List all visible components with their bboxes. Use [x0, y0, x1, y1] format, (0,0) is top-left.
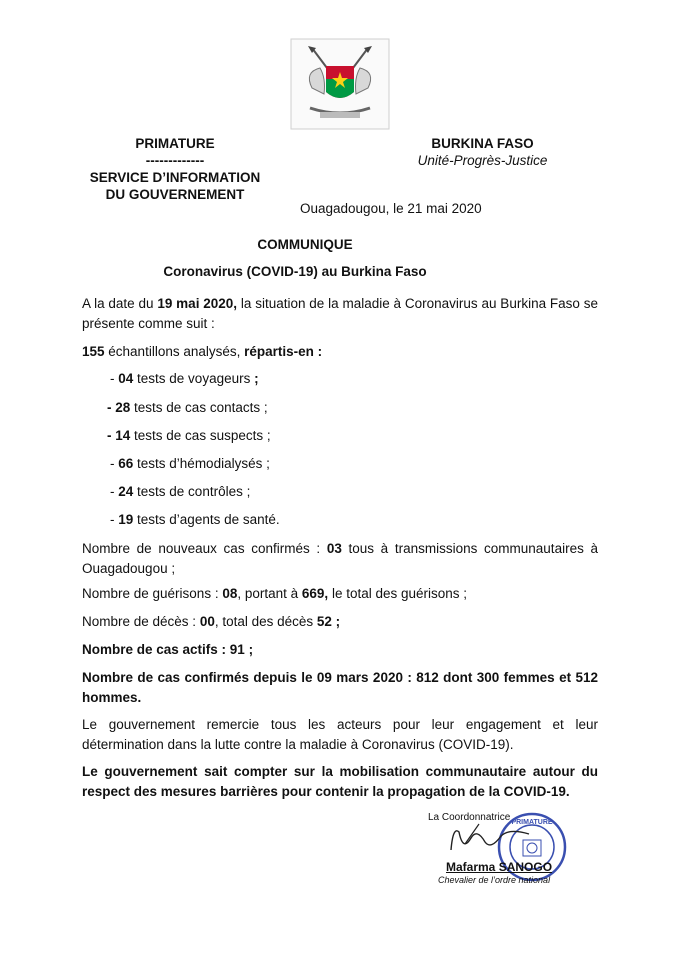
- document-subtitle: Coronavirus (COVID-19) au Burkina Faso: [163, 264, 427, 279]
- test-label: tests d’hémodialysés ;: [133, 456, 270, 471]
- new-cases-paragraph: [82, 539, 598, 579]
- test-item: [110, 371, 259, 386]
- test-label: tests d’agents de santé.: [133, 512, 280, 527]
- confirmed-total-paragraph: Nombre de cas confirmés depuis le 09 mars 2020 : 812 dont 300 femmes et 512 hommes.: [82, 670, 598, 705]
- header-country: BURKINA FASO: [431, 136, 534, 151]
- test-end: ;: [254, 371, 259, 386]
- header-service-line2: DU GOUVERNEMENT: [105, 187, 245, 202]
- test-number: 14: [115, 428, 131, 443]
- signature-name: Mafarma SANOGO: [446, 860, 553, 874]
- new-cases-number: 03: [326, 541, 342, 556]
- place-date: Ouagadougou, le 21 mai 2020: [300, 201, 482, 216]
- handwritten-signature: [445, 822, 535, 856]
- test-item: [107, 400, 268, 415]
- intro-date: 19 mai 2020,: [157, 296, 238, 311]
- test-label: tests de cas contacts ;: [130, 400, 268, 415]
- test-label: tests de contrôles ;: [133, 484, 251, 499]
- deaths-line: [82, 612, 598, 632]
- test-item: [110, 484, 250, 499]
- signature-honor: Chevalier de l’ordre national: [438, 875, 551, 885]
- recoveries-number: 08: [222, 586, 238, 601]
- new-cases-label: Nombre de nouveaux cas confirmés :: [82, 541, 327, 556]
- header-motto: Unité-Progrès-Justice: [417, 153, 548, 168]
- signature-block: [420, 808, 595, 890]
- coat-of-arms-emblem: [290, 38, 390, 130]
- deaths-label: Nombre de décès :: [82, 614, 200, 629]
- test-item: [107, 428, 271, 443]
- test-dash: -: [110, 484, 119, 499]
- header-left-block: [70, 135, 280, 203]
- test-label: tests de cas suspects ;: [130, 428, 271, 443]
- intro-text-start: A la date du: [82, 296, 158, 311]
- new-cases-text: tous à transmissions communautaires à Ouagadougou ;: [82, 541, 598, 576]
- header-separator: -------------: [145, 153, 205, 168]
- test-number: 66: [118, 456, 134, 471]
- stamp-text: PRIMATURE: [511, 819, 553, 826]
- deaths-total: 52 ;: [316, 614, 341, 629]
- test-dash: -: [107, 428, 116, 443]
- recoveries-total: 669,: [301, 586, 329, 601]
- test-dash: -: [110, 512, 119, 527]
- deaths-number: 00: [199, 614, 215, 629]
- header-primature: PRIMATURE: [135, 136, 215, 151]
- test-number: 24: [118, 484, 134, 499]
- thanks-paragraph: Le gouvernement remercie tous les acteurs pour leur engagement et leur détermination dans la lutte contre la maladie à Coronavirus (COVID-19).: [82, 717, 598, 752]
- samples-text: échantillons analysés,: [104, 344, 245, 359]
- test-dash: -: [110, 456, 119, 471]
- header-right-block: [400, 135, 565, 169]
- closing-paragraph: Le gouvernement sait compter sur la mobilisation communautaire autour du respect des mesures barrières pour contenir la propagation de la COVID-19.: [82, 764, 598, 799]
- document-title: COMMUNIQUE: [257, 237, 353, 252]
- recoveries-text-end: le total des guérisons ;: [328, 586, 468, 601]
- test-item: [110, 456, 270, 471]
- intro-text-end: la situation de la maladie à Coronavirus au Burkina Faso se présente comme suit :: [82, 296, 598, 331]
- test-number: 19: [118, 512, 134, 527]
- test-item: [110, 512, 280, 527]
- intro-paragraph: [82, 294, 598, 334]
- recoveries-text: , portant à: [237, 586, 302, 601]
- test-number: 04: [118, 371, 134, 386]
- test-dash: -: [107, 400, 116, 415]
- deaths-text: , total des décès: [214, 614, 317, 629]
- signature-role: La Coordonnatrice: [428, 812, 511, 823]
- samples-split: répartis-en :: [244, 344, 323, 359]
- samples-count: 155: [82, 344, 105, 359]
- test-dash: -: [110, 371, 119, 386]
- test-label: tests de voyageurs: [133, 371, 255, 386]
- recoveries-label: Nombre de guérisons :: [82, 586, 223, 601]
- recoveries-line: [82, 584, 598, 604]
- header-service-line1: SERVICE D’INFORMATION: [89, 170, 261, 185]
- samples-line: [82, 342, 598, 362]
- test-number: 28: [115, 400, 131, 415]
- active-cases-line: Nombre de cas actifs : 91 ;: [82, 642, 254, 657]
